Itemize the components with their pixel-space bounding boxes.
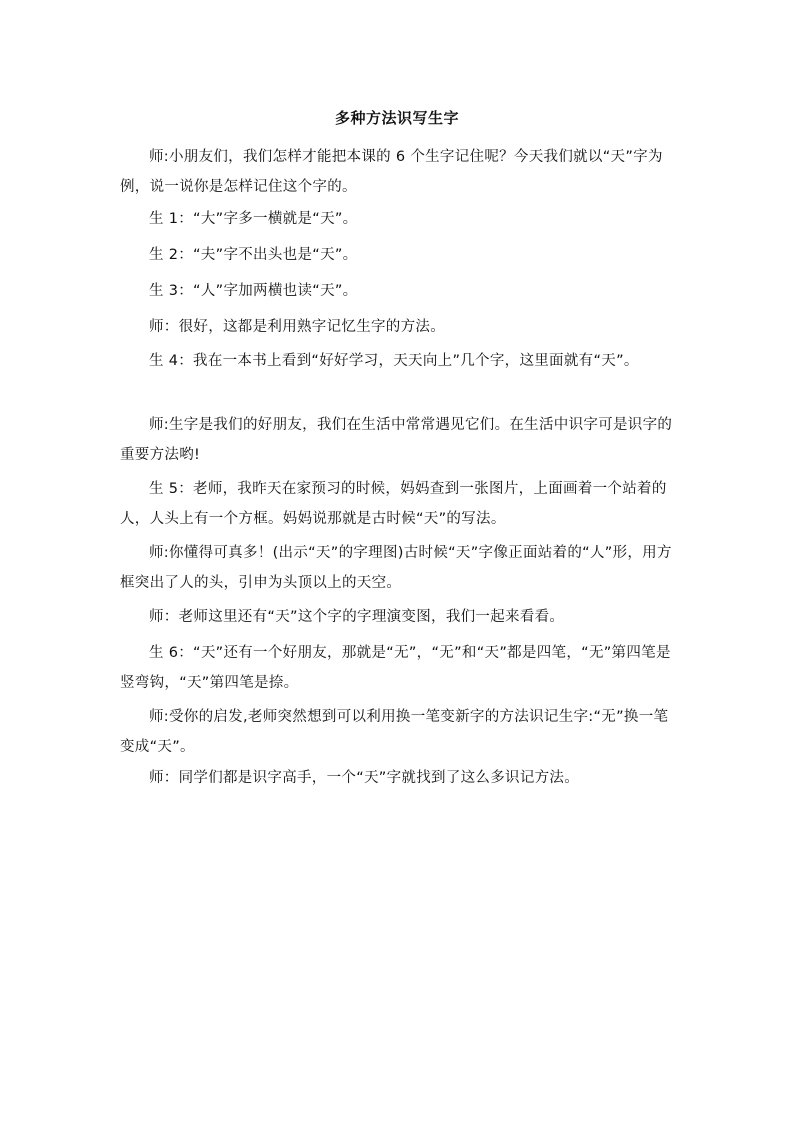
paragraph-teacher-conclusion: 师：同学们都是识字高手，一个“天”字就找到了这么多识记方法。 (149, 770, 580, 786)
paragraph-student-2: 生 2：“夫”字不出头也是“天”。 (149, 247, 358, 263)
paragraph-teacher-life: 师:生字是我们的好朋友，我们在生活中常常遇见它们。在生活中识字可是识字的重要方法哟! (120, 417, 673, 463)
paragraph-teacher-praise: 师：很好，这都是利用熟字记忆生字的方法。 (149, 319, 445, 335)
paragraph-student-1: 生 1：“大”字多一横就是“天”。 (149, 211, 358, 227)
page-title: 多种方法识写生字 (334, 109, 459, 127)
paragraph-student-5: 生 5：老师，我昨天在家预习的时候，妈妈查到一张图片，上面画着一个站着的人，人头上有一个方框。妈妈说那就是古时候“天”的写法。 (120, 481, 667, 527)
paragraph-student-6: 生 6：“天”还有一个好朋友，那就是“无”，“无”和“天”都是四笔，“无”第四笔是竖弯钩，“天”第四笔是捺。 (120, 645, 671, 691)
paragraph-teacher-intro: 师:小朋友们，我们怎样才能把本课的 6 个生字记住呢？今天我们就以“天”字为例，说一说你是怎样记住这个字的。 (120, 149, 663, 195)
paragraph-teacher-picture: 师:你懂得可真多！(出示“天”的字理图)古时候“天”字像正面站着的“人”形，用方框突出了人的头，引申为头顶以上的天空。 (120, 545, 672, 591)
paragraph-teacher-evolution: 师：老师这里还有“天”这个字的字理演变图，我们一起来看看。 (149, 609, 565, 625)
paragraph-teacher-inspired: 师:受你的启发,老师突然想到可以利用换一笔变新字的方法识记生字:“无”换一笔变成“天”。 (120, 709, 669, 755)
paragraph-student-3: 生 3：“人”字加两横也读“天”。 (149, 283, 358, 299)
paragraph-student-4: 生 4：我在一本书上看到“好好学习，天天向上”几个字，这里面就有“天”。 (149, 353, 639, 369)
